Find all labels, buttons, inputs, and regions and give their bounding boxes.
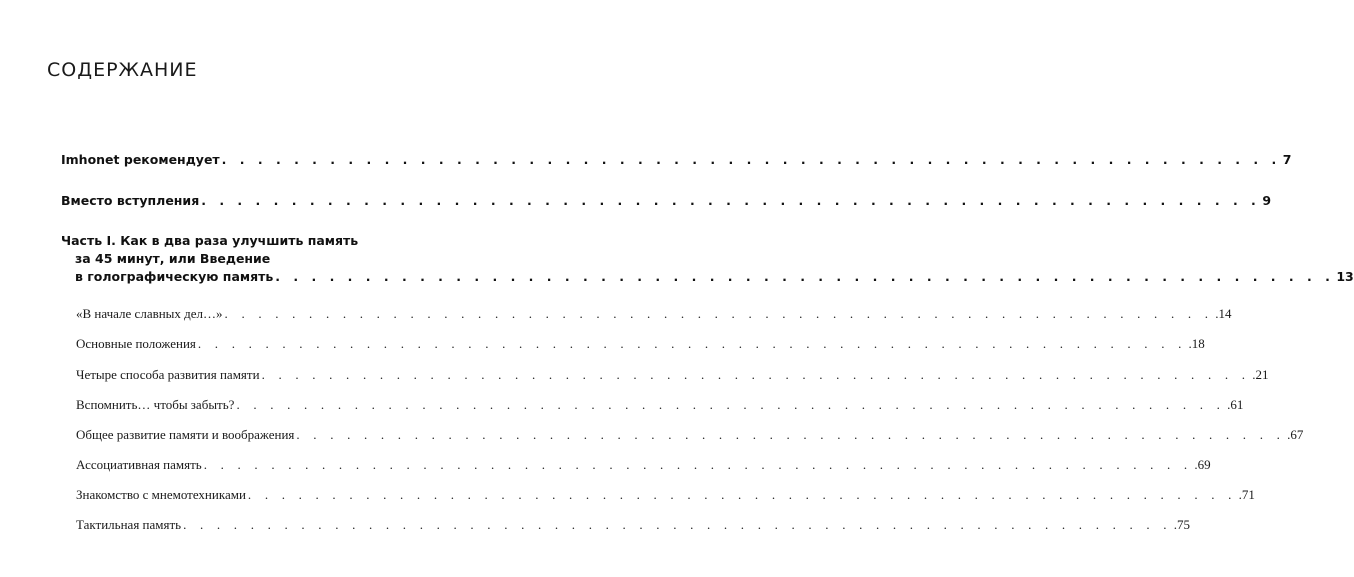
dot-leader: . . . . . . . . . . . . . . . . . . . . . . . . . . . . . . . . . . . . . . . . . . . . . . . . . . . . . . . . . . . [221,152,1281,167]
toc-entry-page: .69 [1194,457,1211,472]
toc-entry-imhonet[interactable] [61,152,1292,167]
toc-entry-section[interactable] [76,397,1244,413]
toc-entry-title: в голографическую память [75,269,274,284]
dot-leader: . . . . . . . . . . . . . . . . . . . . . . . . . . . . . . . . . . . . . . . . . . . . . . . . . . . . . . . . . . . [201,193,1261,208]
toc-entry-page: .71 [1238,487,1255,502]
toc-entry-page: 13 [1336,269,1354,284]
toc-entry-page: 9 [1262,193,1272,208]
toc-entry-page: .21 [1252,367,1269,382]
toc-entry-title: Вместо вступления [61,193,200,208]
toc-entry-title: Тактильная память [76,517,182,532]
toc-entry-section[interactable] [76,427,1304,443]
dot-leader: . . . . . . . . . . . . . . . . . . . . . . . . . . . . . . . . . . . . . . . . . . . . . . . . . . . . . . . . . . . [296,427,1286,442]
toc-entry-page: .14 [1215,306,1232,321]
toc-entry-section[interactable] [76,457,1211,473]
toc-part-line-2[interactable]: за 45 минут, или Введение [75,251,271,266]
dot-leader: . . . . . . . . . . . . . . . . . . . . . . . . . . . . . . . . . . . . . . . . . . . . . . . . . . . . . . . . . . . [236,397,1226,412]
toc-entry-intro[interactable] [61,193,1272,208]
toc-entry-title: Четыре способа развития памяти [76,367,260,382]
dot-leader: . . . . . . . . . . . . . . . . . . . . . . . . . . . . . . . . . . . . . . . . . . . . . . . . . . . . . . . . . . . [224,306,1214,321]
toc-entry-section[interactable] [76,517,1190,533]
toc-part-line-1[interactable]: Часть I. Как в два раза улучшить память [61,233,359,248]
toc-entry-page: .75 [1173,517,1190,532]
dot-leader: . . . . . . . . . . . . . . . . . . . . . . . . . . . . . . . . . . . . . . . . . . . . . . . . . . . . . . . . . . . [275,269,1335,284]
toc-entry-title: Вспомнить… чтобы забыть? [76,397,235,412]
toc-entry-page: 7 [1282,152,1292,167]
dot-leader: . . . . . . . . . . . . . . . . . . . . . . . . . . . . . . . . . . . . . . . . . . . . . . . . . . . . . . . . . . . [183,517,1172,532]
dot-leader: . . . . . . . . . . . . . . . . . . . . . . . . . . . . . . . . . . . . . . . . . . . . . . . . . . . . . . . . . . . [261,367,1251,382]
page-title: СОДЕРЖАНИЕ [47,59,198,81]
toc-entry-section[interactable] [76,367,1269,383]
toc-entry-section[interactable] [76,306,1232,322]
toc-entry-page: .18 [1188,336,1205,351]
dot-leader: . . . . . . . . . . . . . . . . . . . . . . . . . . . . . . . . . . . . . . . . . . . . . . . . . . . . . . . . . . . [247,487,1237,502]
toc-entry-section[interactable] [76,336,1205,352]
toc-entry-page: .67 [1287,427,1304,442]
toc-entry-title: «В начале славных дел…» [76,306,223,321]
toc-entry-page: .61 [1227,397,1244,412]
toc-entry-title: Ассоциативная память [76,457,202,472]
toc-entry-title: Знакомство с мнемотехниками [76,487,246,502]
toc-entry-part-1[interactable] [75,269,1354,284]
toc-entry-title: Общее развитие памяти и воображения [76,427,295,442]
toc-entry-title: Imhonet рекомендует [61,152,220,167]
dot-leader: . . . . . . . . . . . . . . . . . . . . . . . . . . . . . . . . . . . . . . . . . . . . . . . . . . . . . . . . . . . [203,457,1193,472]
dot-leader: . . . . . . . . . . . . . . . . . . . . . . . . . . . . . . . . . . . . . . . . . . . . . . . . . . . . . . . . . . . [197,336,1187,351]
toc-entry-section[interactable] [76,487,1255,503]
toc-entry-title: Основные положения [76,336,196,351]
